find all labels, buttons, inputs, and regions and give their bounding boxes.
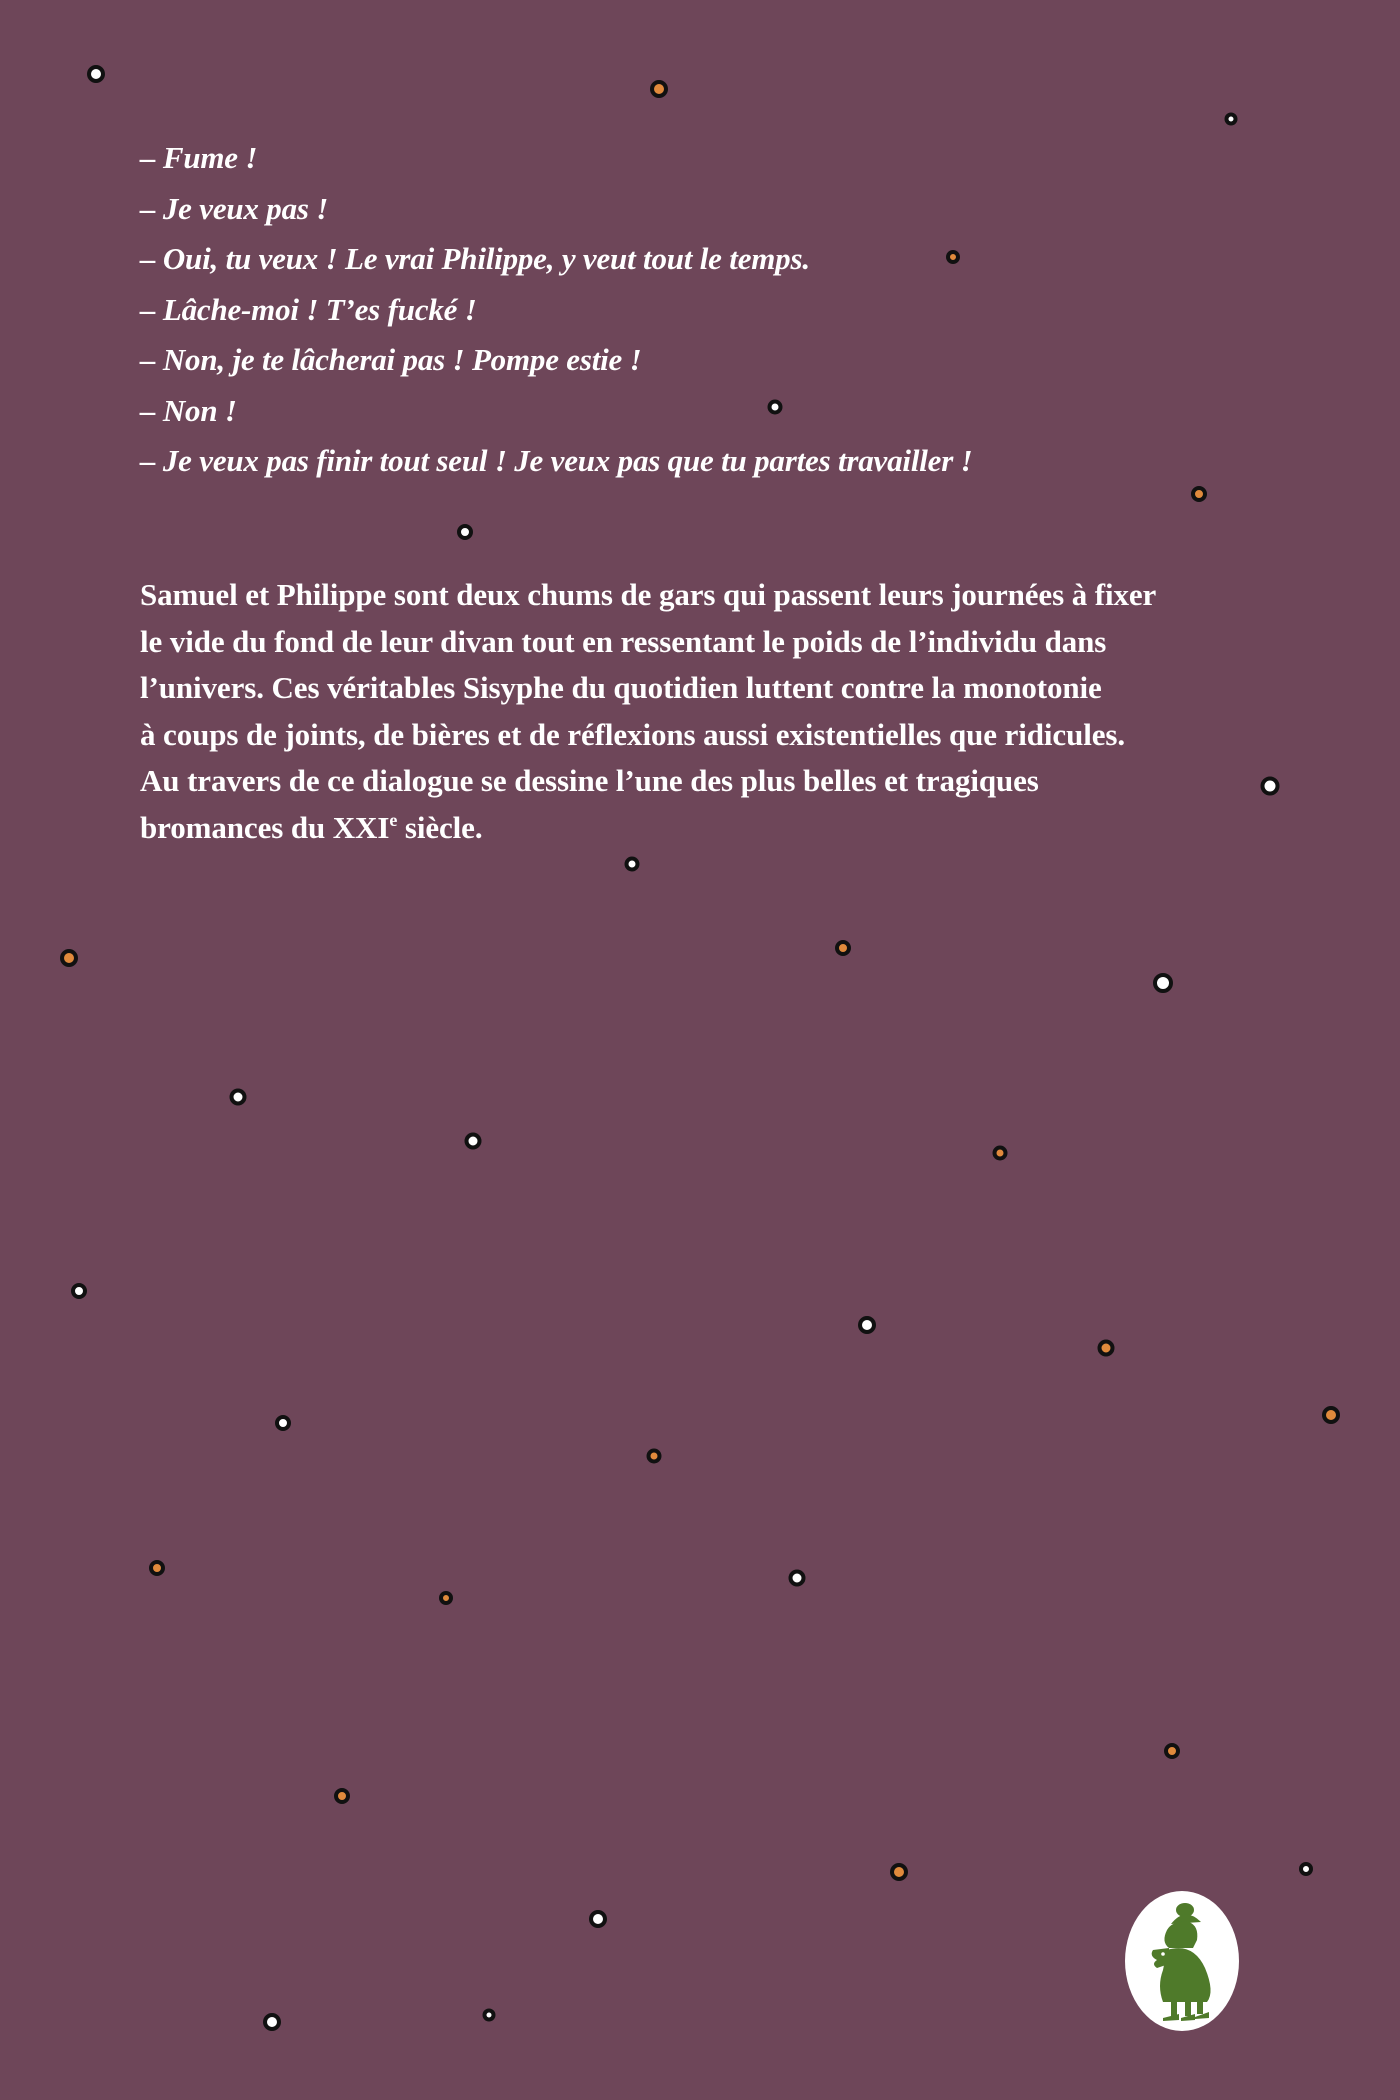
star-dot-icon [791,1572,804,1585]
star-dot-icon [1324,1408,1338,1422]
star-dot-icon [860,1318,874,1332]
summary-line: à coups de joints, de bières et de réflexions aussi existentielles que ridicules. [140,716,1126,752]
star-dot-icon [485,2011,494,2020]
summary-line: l’univers. Ces véritables Sisyphe du quotidien luttent contre la monotonie [140,670,1102,705]
star-dot-icon [1100,1342,1113,1355]
summary-line: le vide du fond de leur divan tout en ressentant le poids de l’individu dans [140,623,1107,659]
dialogue-line: – Non, je te lâcherai pas ! Pompe estie ! [140,342,642,377]
star-dot-icon [151,1562,163,1574]
dialogue-line: – Non ! [140,392,237,428]
star-dot-icon [892,1865,906,1879]
star-dot-icon [459,526,471,538]
book-summary [140,572,1270,851]
star-dot-icon [265,2015,279,2029]
star-dot-icon [73,1285,85,1297]
summary-line: Au travers de ce dialogue se dessine l’une des plus belles et tragiques [140,763,1039,798]
star-dot-icon [1301,1864,1311,1874]
star-dot-icon [591,1912,605,1926]
dialogue-excerpt [140,133,1260,487]
star-dot-icon [1166,1745,1178,1757]
dialogue-line: – Lâche-moi ! T’es fucké ! [140,291,477,327]
century-superscript: e [389,809,398,830]
star-dot-icon [995,1148,1006,1159]
summary-last-line [140,805,1270,852]
star-dot-icon [1193,488,1205,500]
dialogue-line: – Je veux pas ! [140,190,329,226]
star-dot-icon [652,82,666,96]
star-dot-icon [232,1091,245,1104]
star-dot-icon [441,1593,451,1603]
star-dot-icon [467,1135,480,1148]
star-dot-icon [837,942,849,954]
publisher-logo-icon [1123,1890,1241,2032]
summary-last-line-end: siècle. [397,809,483,845]
summary-last-line-start: bromances du XXI [140,809,390,845]
dialogue-line: – Fume ! [140,140,258,175]
summary-line: Samuel et Philippe sont deux chums de gars qui passent leurs journées à fixer [140,577,1157,612]
star-dot-icon [1155,975,1171,991]
star-dot-icon [627,859,638,870]
star-dot-icon [89,67,103,81]
dialogue-line: – Je veux pas finir tout seul ! Je veux pas que tu partes travailler ! [140,443,973,478]
dialogue-line: – Oui, tu veux ! Le vrai Philippe, y veut tout le temps. [140,241,810,276]
star-dot-icon [277,1417,289,1429]
star-dot-icon [62,951,76,965]
star-dot-icon [336,1790,348,1802]
star-dot-icon [1227,115,1236,124]
star-dot-icon [649,1451,660,1462]
